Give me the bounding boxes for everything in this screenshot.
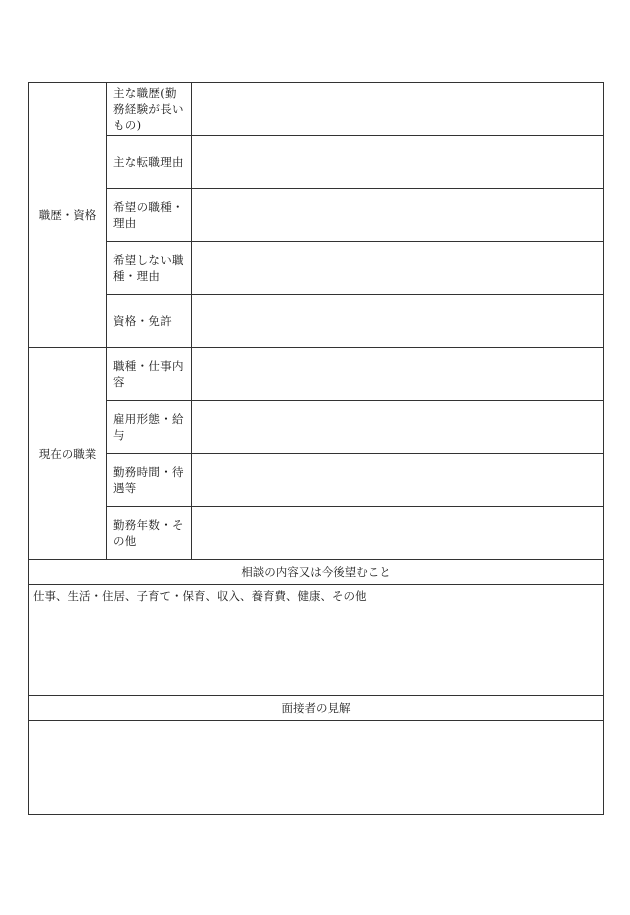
career-item-label-desired-job: 希望の職種・理由	[107, 189, 192, 242]
current-job-row-occupation	[29, 348, 604, 401]
career-item-label-main-history: 主な職歴(勤務経験が長いもの)	[107, 83, 192, 136]
career-item-label-qualifications: 資格・免許	[107, 295, 192, 348]
current-job-row-employment-type	[29, 401, 604, 454]
career-item-label-undesired-job: 希望しない職種・理由	[107, 242, 192, 295]
career-item-value-qualifications[interactable]	[192, 295, 604, 348]
current-job-item-label-occupation: 職種・仕事内容	[107, 348, 192, 401]
interview-form-table	[28, 82, 604, 815]
career-row-desired-job	[29, 189, 604, 242]
career-item-value-main-history[interactable]	[192, 83, 604, 136]
current-job-row-working-hours	[29, 454, 604, 507]
current-job-group-label: 現在の職業	[29, 348, 107, 560]
current-job-item-value-employment-type[interactable]	[192, 401, 604, 454]
consultation-content-area[interactable]	[29, 585, 604, 696]
career-item-value-job-change-reason[interactable]	[192, 136, 604, 189]
career-group-label: 職歴・資格	[29, 83, 107, 348]
interviewer-content-row	[29, 721, 604, 815]
consultation-content-row	[29, 585, 604, 696]
interviewer-content-area[interactable]	[29, 721, 604, 815]
consultation-hint-text: 仕事、生活・住居、子育て・保育、収入、養育費、健康、その他	[33, 589, 367, 603]
interview-form-sheet	[28, 82, 604, 815]
current-job-item-value-occupation[interactable]	[192, 348, 604, 401]
current-job-item-label-working-hours: 勤務時間・待遇等	[107, 454, 192, 507]
career-item-value-desired-job[interactable]	[192, 189, 604, 242]
consultation-heading: 相談の内容又は今後望むこと	[29, 560, 604, 585]
interviewer-heading-row	[29, 696, 604, 721]
career-row-qualifications	[29, 295, 604, 348]
current-job-item-label-employment-type: 雇用形態・給与	[107, 401, 192, 454]
current-job-item-label-years-other: 勤務年数・その他	[107, 507, 192, 560]
interviewer-heading: 面接者の見解	[29, 696, 604, 721]
career-item-label-job-change-reason: 主な転職理由	[107, 136, 192, 189]
current-job-item-value-years-other[interactable]	[192, 507, 604, 560]
career-item-value-undesired-job[interactable]	[192, 242, 604, 295]
career-row-main-history	[29, 83, 604, 136]
current-job-row-years-other	[29, 507, 604, 560]
consultation-heading-row	[29, 560, 604, 585]
career-row-job-change-reason	[29, 136, 604, 189]
current-job-item-value-working-hours[interactable]	[192, 454, 604, 507]
career-row-undesired-job	[29, 242, 604, 295]
